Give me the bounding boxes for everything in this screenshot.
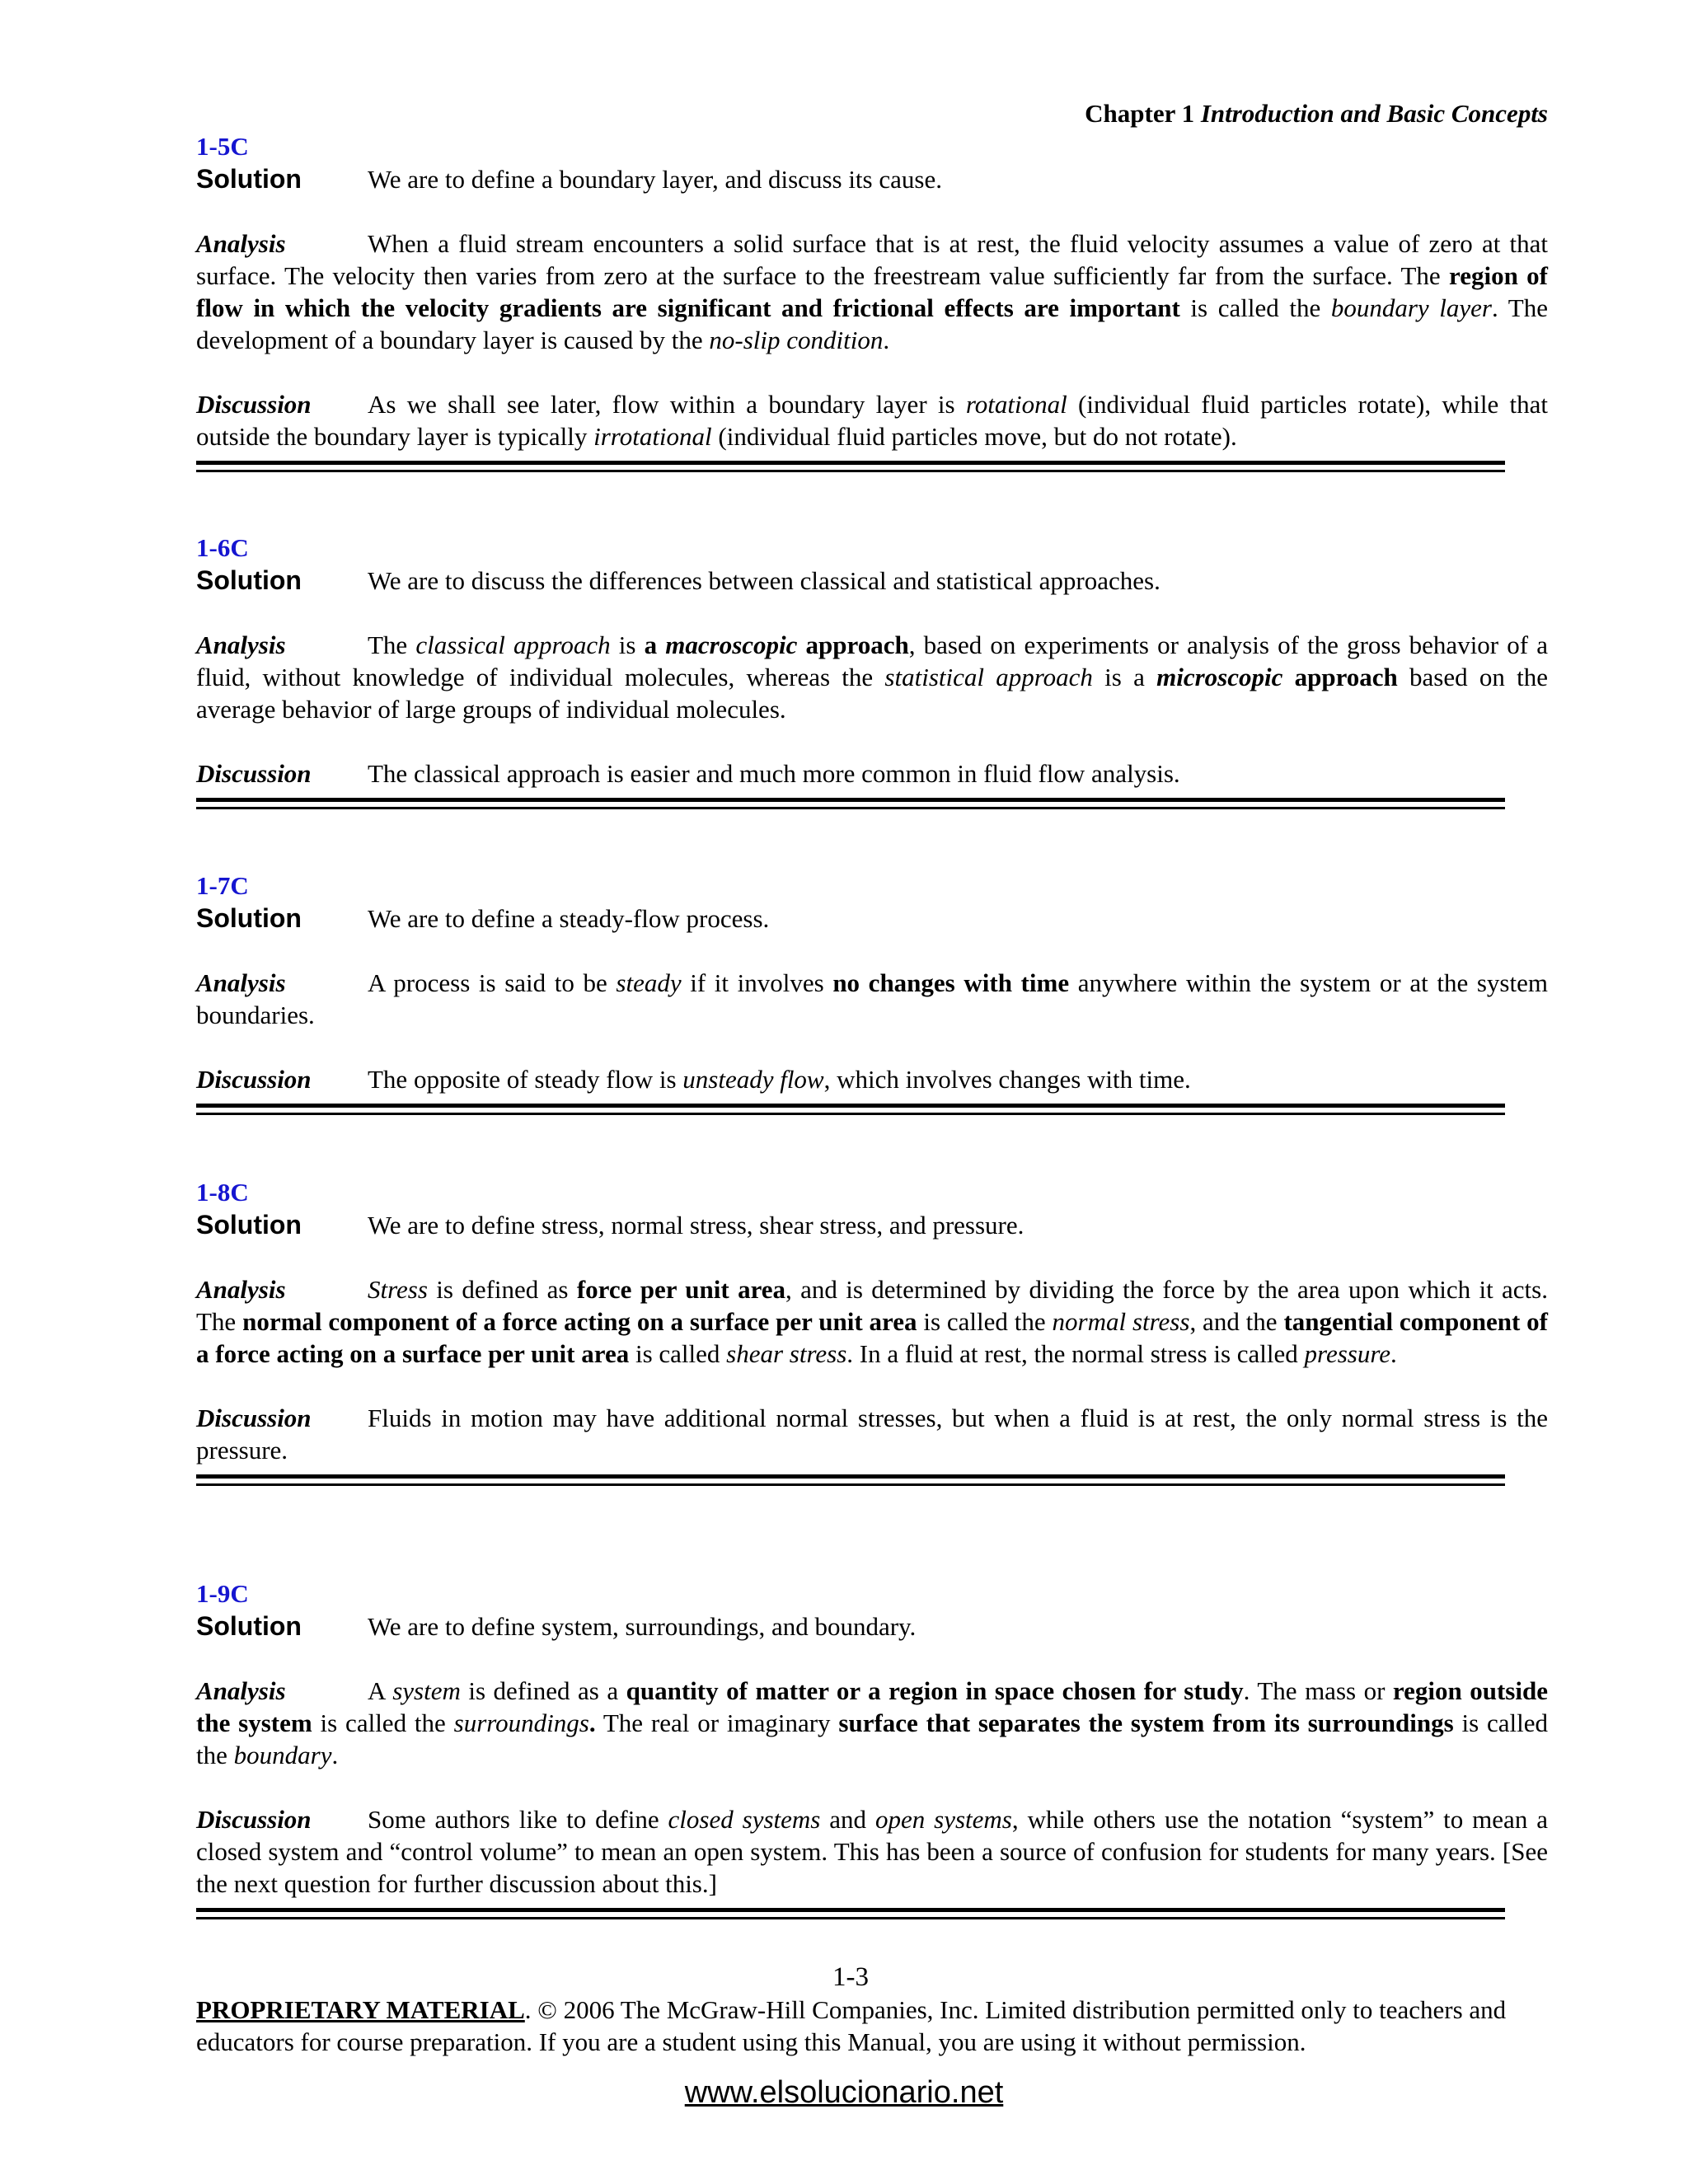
spacer bbox=[196, 1370, 1548, 1402]
spacer bbox=[196, 597, 1548, 629]
text-run: is called bbox=[629, 1339, 727, 1368]
section-divider bbox=[196, 461, 1505, 472]
text-run: Some authors like to define bbox=[368, 1805, 668, 1834]
proprietary-label: PROPRIETARY MATERIAL bbox=[196, 1995, 525, 2024]
analysis-paragraph bbox=[196, 1675, 1548, 1771]
analysis-label: Analysis bbox=[196, 630, 286, 659]
bold-italic-text: microscopic bbox=[1156, 663, 1283, 691]
discussion-label: Discussion bbox=[196, 390, 312, 419]
solution-row bbox=[196, 902, 1548, 935]
text-run: (individual fluid particles rotate), while that outside the boundary layer is typically bbox=[196, 390, 1548, 451]
text-run: is called the bbox=[196, 1708, 1549, 1769]
text-run: , based on experiments or analysis of the gross behavior of a fluid, without knowledge of individual molecules, whereas the bbox=[196, 630, 1548, 691]
solution-text: We are to define a steady-flow process. bbox=[368, 904, 770, 933]
spacer bbox=[196, 935, 1548, 967]
text-run: (individual fluid particles move, but do not rotate). bbox=[711, 422, 1237, 451]
italic-text: normal stress bbox=[1052, 1307, 1190, 1336]
text-run: and bbox=[820, 1805, 875, 1834]
solution-label: Solution bbox=[196, 1210, 302, 1240]
analysis-paragraph bbox=[196, 967, 1548, 1031]
text-run: The opposite of steady flow is bbox=[368, 1065, 683, 1094]
text-run: . The mass or bbox=[1243, 1676, 1393, 1705]
italic-text: unsteady flow bbox=[682, 1065, 824, 1094]
bold-text: a bbox=[644, 630, 666, 659]
solution-row bbox=[196, 1209, 1548, 1241]
solution-row bbox=[196, 565, 1548, 597]
text-run: , while others use the notation “system” to mean a closed system and “control volume” to mean an open system. This has been a source of confusion for students for many years. [See the next question for further discussion about this.] bbox=[196, 1805, 1548, 1898]
solution-label: Solution bbox=[196, 903, 302, 933]
spacer bbox=[196, 725, 1548, 757]
text-run: A process is said to be bbox=[368, 968, 617, 997]
analysis-label: Analysis bbox=[196, 229, 286, 258]
text-run: . bbox=[1390, 1339, 1397, 1368]
solution-label: Solution bbox=[196, 164, 302, 194]
section-divider bbox=[196, 1908, 1505, 1919]
bold-text: region outside the system bbox=[196, 1676, 1548, 1737]
text-run: The classical approach is easier and much more common in fluid flow analysis. bbox=[368, 759, 1180, 788]
text-run: is defined as a bbox=[460, 1676, 626, 1705]
analysis-label: Analysis bbox=[196, 1676, 286, 1705]
problem-block bbox=[196, 130, 1548, 472]
solution-row bbox=[196, 1610, 1548, 1643]
discussion-label: Discussion bbox=[196, 1065, 312, 1094]
text-run: is defined as bbox=[427, 1275, 577, 1304]
text-run: is called the bbox=[1179, 293, 1331, 322]
italic-text: no-slip condition bbox=[709, 326, 884, 354]
spacer bbox=[196, 356, 1548, 388]
solution-text: We are to define stress, normal stress, shear stress, and pressure. bbox=[368, 1211, 1025, 1240]
discussion-paragraph bbox=[196, 1063, 1548, 1095]
analysis-paragraph bbox=[196, 629, 1548, 725]
spacer bbox=[196, 1241, 1548, 1273]
text-run: if it involves bbox=[681, 968, 833, 997]
discussion-label: Discussion bbox=[196, 1805, 312, 1834]
italic-text: boundary layer bbox=[1330, 293, 1492, 322]
notice-text: . © 2006 The McGraw-Hill Companies, Inc. Limited distribution permitted only to teachers and educators for course preparation. If you are a student using this Manual, you are using it without permission. bbox=[196, 1995, 1507, 2056]
italic-text: classical approach bbox=[415, 630, 611, 659]
page-footer bbox=[196, 1961, 1548, 2058]
solution-text: We are to define system, surroundings, and boundary. bbox=[368, 1612, 917, 1641]
italic-text: closed systems bbox=[668, 1805, 821, 1834]
text-run: , which involves changes with time. bbox=[823, 1065, 1191, 1094]
italic-text: Stress bbox=[368, 1275, 428, 1304]
text-run: is called the bbox=[312, 1708, 454, 1737]
text-run: The real or imaginary bbox=[595, 1708, 839, 1737]
text-run: is bbox=[610, 630, 645, 659]
copyright-notice bbox=[196, 1994, 1548, 2058]
analysis-paragraph bbox=[196, 227, 1548, 356]
text-run: A bbox=[368, 1676, 393, 1705]
problem-number: 1-5C bbox=[196, 132, 249, 161]
italic-text: statistical approach bbox=[884, 663, 1093, 691]
bold-text: tangential component of a force acting on a surface per unit area bbox=[196, 1307, 1548, 1368]
text-run: . bbox=[331, 1741, 339, 1769]
bold-text: normal component of a force acting on a surface per unit area bbox=[242, 1307, 917, 1336]
problem-block bbox=[196, 1577, 1548, 1919]
spacer bbox=[196, 195, 1548, 227]
solution-text: We are to discuss the differences between classical and statistical approaches. bbox=[368, 566, 1160, 595]
italic-text: boundary bbox=[233, 1741, 332, 1769]
spacer bbox=[196, 1771, 1548, 1803]
discussion-paragraph bbox=[196, 388, 1548, 452]
discussion-paragraph bbox=[196, 1803, 1548, 1900]
text-run: , and the bbox=[1189, 1307, 1284, 1336]
italic-text: shear stress bbox=[726, 1339, 847, 1368]
text-run: . In a fluid at rest, the normal stress is called bbox=[846, 1339, 1305, 1368]
discussion-label: Discussion bbox=[196, 1404, 312, 1432]
text-run: . bbox=[883, 326, 890, 354]
bold-text: . bbox=[588, 1708, 596, 1737]
discussion-paragraph bbox=[196, 1402, 1548, 1466]
solution-label: Solution bbox=[196, 565, 302, 595]
chapter-number: Chapter 1 bbox=[1085, 99, 1195, 128]
text-run: is called the bbox=[917, 1307, 1053, 1336]
spacer bbox=[196, 1031, 1548, 1063]
bold-text: approach bbox=[1282, 663, 1398, 691]
text-run: is a bbox=[1092, 663, 1157, 691]
solution-label: Solution bbox=[196, 1611, 302, 1641]
bold-italic-text: macroscopic bbox=[665, 630, 798, 659]
problem-number: 1-9C bbox=[196, 1579, 249, 1608]
problem-number: 1-6C bbox=[196, 533, 249, 562]
website-link[interactable]: www.elsolucionario.net bbox=[684, 2075, 1004, 2110]
solution-row bbox=[196, 163, 1548, 195]
bold-text: approach bbox=[797, 630, 909, 659]
italic-text: pressure bbox=[1304, 1339, 1391, 1368]
chapter-title: Introduction and Basic Concepts bbox=[1200, 99, 1548, 128]
section-divider bbox=[196, 1474, 1505, 1486]
italic-text: system bbox=[392, 1676, 461, 1705]
problem-block bbox=[196, 532, 1548, 809]
problem-number: 1-8C bbox=[196, 1178, 249, 1207]
text-run: The bbox=[368, 630, 416, 659]
problem-number: 1-7C bbox=[196, 871, 249, 900]
analysis-paragraph bbox=[196, 1273, 1548, 1370]
chapter-header bbox=[1085, 99, 1548, 129]
bold-text: quantity of matter or a region in space chosen for study bbox=[626, 1676, 1244, 1705]
text-run: anywhere within the system or at the system boundaries. bbox=[196, 968, 1548, 1029]
italic-text: open systems bbox=[874, 1805, 1012, 1834]
discussion-paragraph bbox=[196, 757, 1548, 790]
analysis-label: Analysis bbox=[196, 968, 286, 997]
bold-text: no changes with time bbox=[832, 968, 1070, 997]
analysis-label: Analysis bbox=[196, 1275, 286, 1304]
bold-text: region of flow in which the velocity gradients are significant and frictional effects are important bbox=[196, 261, 1548, 322]
problem-block bbox=[196, 869, 1548, 1115]
bold-text: force per unit area bbox=[576, 1275, 786, 1304]
italic-text: irrotational bbox=[593, 422, 712, 451]
text-run: Fluids in motion may have additional normal stresses, but when a fluid is at rest, the only normal stress is the pressure. bbox=[196, 1404, 1548, 1465]
italic-text: steady bbox=[616, 968, 682, 997]
section-divider bbox=[196, 1104, 1505, 1115]
text-run: based on the average behavior of large groups of individual molecules. bbox=[196, 663, 1548, 724]
solution-text: We are to define a boundary layer, and discuss its cause. bbox=[368, 165, 942, 194]
text-run: When a fluid stream encounters a solid surface that is at rest, the fluid velocity assumes a value of zero at that surface. The velocity then varies from zero at the surface to the freestream value sufficiently far from the surface. The bbox=[196, 229, 1548, 290]
bold-text: surface that separates the system from its surroundings bbox=[838, 1708, 1454, 1737]
problem-block bbox=[196, 1176, 1548, 1486]
text-run: , and is determined by dividing the force by the area upon which it acts. The bbox=[196, 1275, 1548, 1336]
text-run: As we shall see later, flow within a boundary layer is bbox=[368, 390, 966, 419]
italic-text: rotational bbox=[965, 390, 1067, 419]
spacer bbox=[196, 1643, 1548, 1675]
section-divider bbox=[196, 798, 1505, 809]
discussion-label: Discussion bbox=[196, 759, 312, 788]
page-number: 1-3 bbox=[832, 1962, 869, 1992]
text-run: . The development of a boundary layer is caused by the bbox=[196, 293, 1548, 354]
italic-text: surroundings bbox=[453, 1708, 589, 1737]
